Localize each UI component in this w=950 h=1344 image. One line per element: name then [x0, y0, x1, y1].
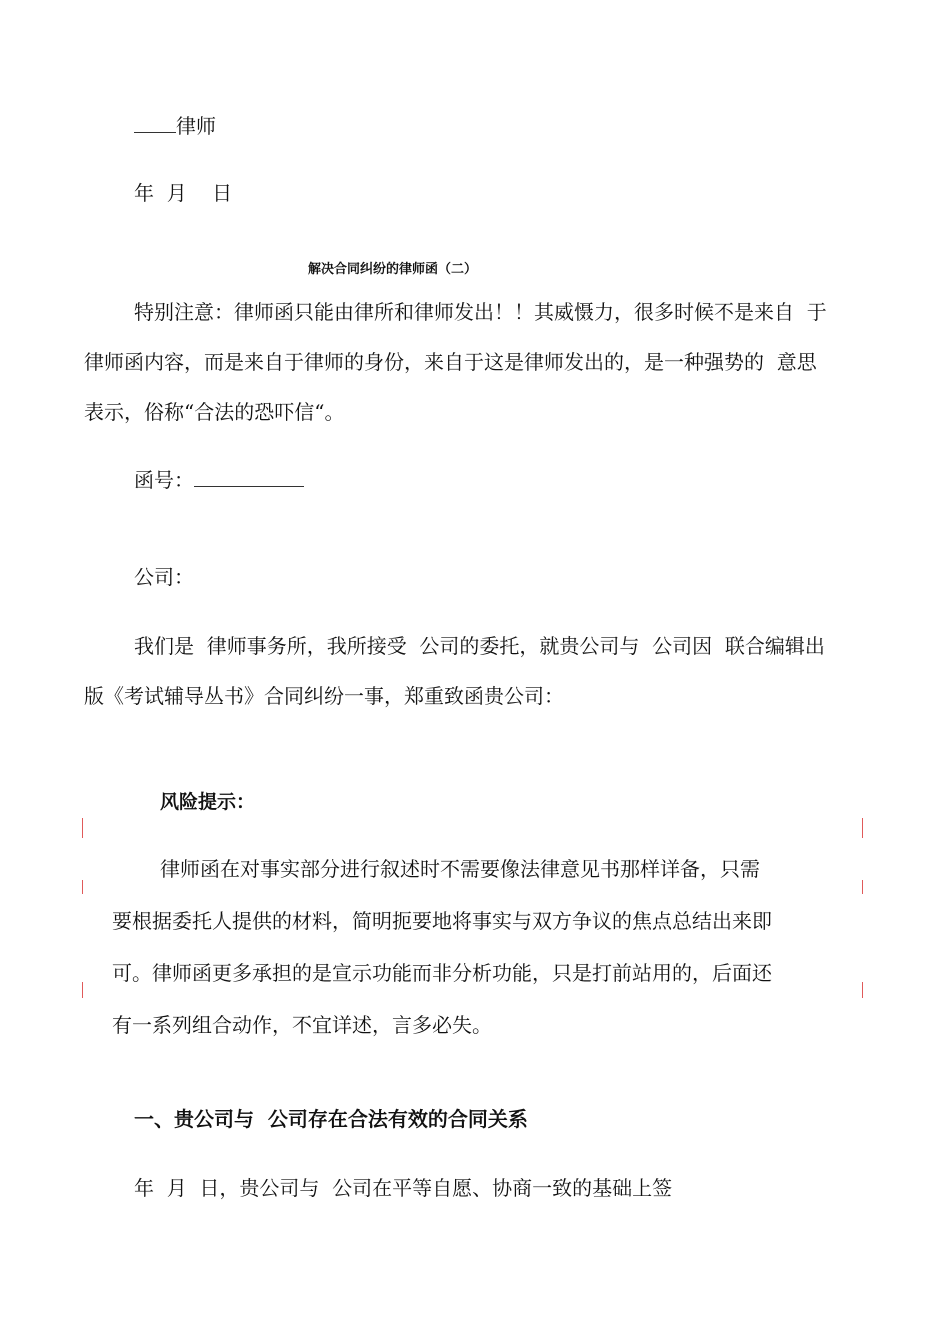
risk-line-3: 可。律师函更多承担的是宣示功能而非分析功能，只是打前站用的，后面还: [112, 961, 772, 985]
box-mark-right: [862, 818, 863, 838]
note-line-3: 表示，俗称“合法的恐吓信“。: [84, 400, 345, 424]
letter-number-label: 函号：: [134, 468, 194, 492]
box-mark-left: [82, 880, 83, 894]
lawyer-signature: [134, 114, 216, 138]
risk-line-2: 要根据委托人提供的材料，简明扼要地将事实与双方争议的焦点总结出来即: [112, 909, 772, 933]
intro-line-2: 版《考试辅导丛书》合同纠纷一事，郑重致函贵公司：: [84, 684, 564, 708]
signature-label: 律师: [176, 114, 216, 138]
note-line-2: 律师函内容，而是来自于律师的身份，来自于这是律师发出的，是一种强势的 意思: [84, 350, 817, 374]
box-mark-left: [82, 982, 83, 998]
letter-number: [134, 468, 304, 492]
document-title: 解决合同纠纷的律师函（二）: [308, 262, 478, 277]
section-1-line-1: 年 月 日，贵公司与 公司在平等自愿、协商一致的基础上签: [134, 1176, 673, 1200]
box-mark-right: [862, 982, 863, 998]
risk-heading: 风险提示：: [160, 791, 256, 813]
signature-date: 年 月 日: [134, 181, 233, 205]
risk-line-1: 律师函在对事实部分进行叙述时不需要像法律意见书那样详备，只需: [160, 857, 760, 881]
section-1-heading: 一、贵公司与 公司存在合法有效的合同关系: [134, 1107, 528, 1131]
letter-number-blank: [194, 468, 304, 487]
risk-line-4: 有一系列组合动作，不宜详述，言多必失。: [112, 1013, 492, 1037]
note-line-1: 特别注意：律师函只能由律所和律师发出！！其威慑力，很多时候不是来自 于: [134, 300, 827, 324]
box-mark-right: [862, 880, 863, 894]
intro-line-1: 我们是 律师事务所，我所接受 公司的委托，就贵公司与 公司因 联合编辑出: [134, 634, 825, 658]
signature-blank: [134, 114, 176, 133]
box-mark-left: [82, 818, 83, 838]
company-salutation: 公司：: [134, 565, 194, 589]
